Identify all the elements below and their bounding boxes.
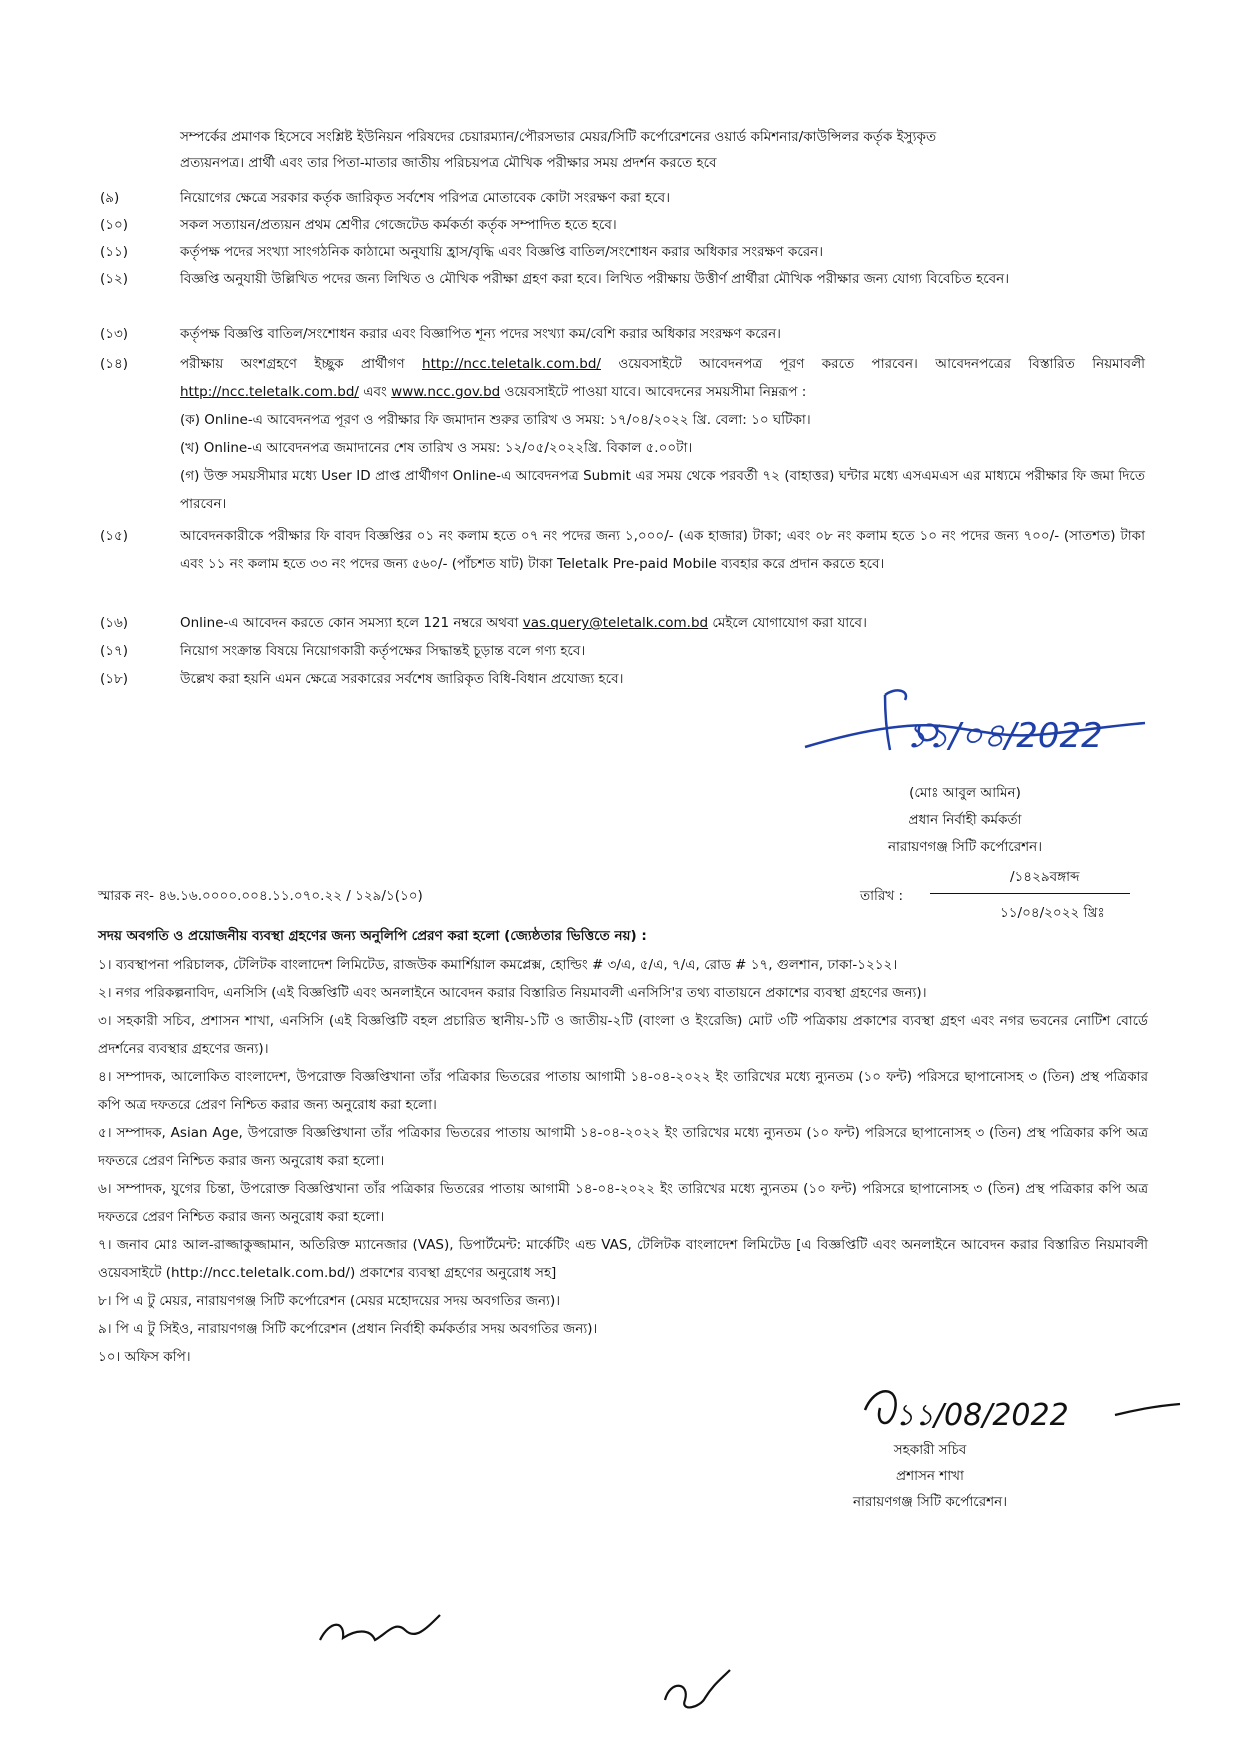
item14-text-c: এবং — [363, 384, 387, 400]
assistant-secretary-designation: সহকারী সচিব — [893, 1442, 967, 1458]
cc-list-item: ৭। জনাব মোঃ আল-রাজ্জাকুজ্জামান, অতিরিক্ত ম্যানেজার (VAS), ডিপার্টমেন্ট: মার্কেটিং এন্ড VAS, টেলিটক বাংলাদেশ লিমিটেড [এ বিজ্ঞপ্তিটি এবং অনলাইনে আবেদন করার বিস্তারিত নিয়মাবলী ওয়েবসাইটে (http://ncc.teletalk.com.bd/) প্রকাশের ব্যবস্থা গ্রহণের অনুরোধ সহ] — [98, 1237, 1148, 1281]
item16-text-a: Online-এ আবেদন করতে কোন সমস্যা হলে 121 নম্বরে অথবা — [180, 615, 519, 631]
item14-text-b: ওয়েবসাইটে আবেদনপত্র পূরণ করতে পারবেন। আবেদনপত্রের বিস্তারিত নিয়মাবলী — [618, 356, 1145, 372]
intro-line-1: সম্পর্কের প্রমাণক হিসেবে সংশ্লিষ্ট ইউনিয়ন পরিষদের চেয়ারম্যান/পৌরসভার মেয়র/সিটি কর্পোরেশনের ওয়ার্ড কমিশনার/কাউন্সিলর কর্তৃক ইস্যুকৃত — [180, 129, 937, 145]
item-number: (১২) — [100, 271, 129, 287]
list-item — [100, 211, 1145, 239]
item-text — [180, 350, 1145, 518]
item-number: (১৪) — [100, 356, 129, 372]
item14-sub-kha: (খ) Online-এ আবেদনপত্র জমাদানের শেষ তারিখ ও সময়: ১২/০৫/২০২২খ্রি. বিকাল ৫.০০টা। — [180, 440, 693, 456]
intro-line-2: প্রত্যয়নপত্র। প্রার্থী এবং তার পিতা-মাতার জাতীয় পরিচয়পত্র মৌখিক পরীক্ষার সময় প্রদর্শন করতে হবে — [180, 155, 717, 171]
list-item-support — [100, 609, 1145, 637]
teletalk-link-2[interactable]: http://ncc.teletalk.com.bd/ — [180, 384, 359, 400]
ceo-office: নারায়ণগঞ্জ সিটি কর্পোরেশন। — [887, 839, 1043, 855]
item14-sub-ka: (ক) Online-এ আবেদনপত্র পূরণ ও পরীক্ষার ফি জমাদান শুরুর তারিখ ও সময়: ১৭/০৪/২০২২ খ্রি. বেলা: ১০ ঘটিকা। — [180, 412, 811, 428]
cc-list-item: ২। নগর পরিকল্পনাবিদ, এনসিসি (এই বিজ্ঞপ্তিটি এবং অনলাইনে আবেদন করার বিস্তারিত নিয়মাবলী এনসিসি'র তথ্য বাতায়নে প্রকাশের ব্যবস্থা গ্রহণের জন্য)। — [98, 985, 927, 1001]
teletalk-link[interactable]: http://ncc.teletalk.com.bd/ — [422, 356, 601, 372]
item-number: (১০) — [100, 217, 129, 233]
item-number: (৯) — [100, 190, 120, 206]
item-text: কর্তৃপক্ষ পদের সংখ্যা সাংগঠনিক কাঠামো অনুযায়ি হ্রাস/বৃদ্ধি এবং বিজ্ঞপ্তি বাতিল/সংশোধন করার অধিকার সংরক্ষণ করেন। — [180, 244, 824, 260]
list-item — [100, 238, 1145, 266]
memo-reference: স্মারক নং- ৪৬.১৬.০০০০.০০৪.১১.০৭০.২২ / ১২৯/১(১০) — [98, 888, 423, 904]
item-text: আবেদনকারীকে পরীক্ষার ফি বাবদ বিজ্ঞপ্তির ০১ নং কলাম হতে ০৭ নং পদের জন্য ১,০০০/- (এক হাজার) টাকা; এবং ০৮ নং কলাম হতে ১০ নং পদের জন্য ৭০০/- (সাতশত) টাকা এবং ১১ নং কলাম হতে ৩৩ নং পদের জন্য ৫৬০/- (পাঁচশত ষাট) টাকা Teletalk Pre-paid Mobile ব্যবহার করে প্রদান করতে হবে। — [180, 528, 1145, 572]
item-text: সকল সত্যায়ন/প্রত্যয়ন প্রথম শ্রেণীর গেজেটেড কর্মকর্তা কর্তৃক সম্পাদিত হতে হবে। — [180, 217, 617, 233]
item14-sub-ga: (গ) উক্ত সময়সীমার মধ্যে User ID প্রাপ্ত প্রার্থীগণ Online-এ আবেদনপত্র Submit এর সময় থেকে পরবর্তী ৭২ (বাহাত্তর) ঘন্টার মধ্যে এসএমএস এর মাধ্যমে পরীক্ষার ফি জমা দিতে পারবেন। — [180, 468, 1145, 512]
cc-heading: সদয় অবগতি ও প্রয়োজনীয় ব্যবস্থা গ্রহণের জন্য অনুলিপি প্রেরণ করা হলো (জ্যেষ্ঠতার ভিত্তিতে নয়) : — [98, 928, 647, 944]
assistant-secretary-signature-date: ১১/08/2022 — [895, 1398, 1069, 1433]
item-text: নিয়োগ সংক্রান্ত বিষয়ে নিয়োগকারী কর্তৃপক্ষের সিদ্ধান্তই চূড়ান্ত বলে গণ্য হবে। — [180, 643, 586, 659]
ceo-signature-date: ১১/০৪/2022 — [905, 716, 1103, 756]
ceo-signature-block — [840, 780, 1090, 861]
item-number: (১১) — [100, 244, 129, 260]
support-email-link[interactable]: vas.query@teletalk.com.bd — [522, 615, 709, 631]
assistant-secretary-block — [800, 1437, 1060, 1515]
list-item — [100, 320, 1145, 348]
item-number: (১৮) — [100, 671, 129, 687]
list-item-online-application — [100, 350, 1145, 518]
assistant-secretary-branch: প্রশাসন শাখা — [896, 1468, 964, 1484]
cc-list-item: ৮। পি এ টু মেয়র, নারায়ণগঞ্জ সিটি কর্পোরেশন (মেয়র মহোদয়ের সদয় অবগতির জন্য)। — [98, 1293, 561, 1309]
item14-text-a: পরীক্ষায় অংশগ্রহণে ইচ্ছুক প্রার্থীগণ — [180, 356, 405, 372]
item-number: (১৫) — [100, 528, 129, 544]
list-item-fee — [100, 522, 1145, 578]
item-text: উল্লেখ করা হয়নি এমন ক্ষেত্রে সরকারের সর্বশেষ জারিকৃত বিধি-বিধান প্রযোজ্য হবে। — [180, 671, 624, 687]
cc-list-item: ৩। সহকারী সচিব, প্রশাসন শাখা, এনসিসি (এই বিজ্ঞপ্তিটি বহল প্রচারিত স্থানীয়-১টি ও জাতীয়-২টি (বাংলা ও ইংরেজি) মোট ৩টি পত্রিকায় প্রকাশের ব্যবস্থা গ্রহণ এবং নগর ভবনের নোটিশ বোর্ডে প্রদর্শনের ব্যবস্থার গ্রহণের জন্য)। — [98, 1013, 1148, 1057]
date-label: তারিখ : — [860, 888, 904, 904]
list-item — [100, 265, 1145, 293]
ceo-signature — [735, 665, 1175, 780]
cc-list-item: ৯। পি এ টু সিইও, নারায়ণগঞ্জ সিটি কর্পোরেশন (প্রধান নির্বাহী কর্মকর্তার সদয় অবগতির জন্য)। — [98, 1321, 598, 1337]
intro-text — [180, 124, 1145, 176]
cc-list-item: ১। ব্যবস্থাপনা পরিচালক, টেলিটক বাংলাদেশ লিমিটেড, রাজউক কমার্শিয়াল কমপ্লেক্স, হোল্ডিং # ৩/এ, ৫/এ, ৭/এ, রোড # ১৭, গুলশান, ঢাকা-১২১২। — [98, 957, 898, 973]
item-text — [180, 609, 1145, 637]
ceo-name: (মোঃ আবুল আমিন) — [909, 785, 1021, 801]
item-text: নিয়োগের ক্ষেত্রে সরকার কর্তৃক জারিকৃত সর্বশেষ পরিপত্র মোতাবেক কোটা সংরক্ষণ করা হবে। — [180, 190, 671, 206]
date-divider — [930, 893, 1130, 894]
list-item — [100, 637, 1145, 665]
ceo-designation: প্রধান নির্বাহী কর্মকর্তা — [908, 812, 1022, 828]
initials-mark-2 — [655, 1660, 745, 1720]
item-number: (১৩) — [100, 326, 129, 342]
initials-mark-1 — [315, 1600, 445, 1660]
date-bangla: /১৪২৯বঙ্গাব্দ — [1010, 869, 1080, 885]
item14-text-d: ওয়েবসাইটে পাওয়া যাবে। আবেদনের সময়সীমা নিম্নরূপ : — [504, 384, 807, 400]
ncc-website-link[interactable]: www.ncc.gov.bd — [391, 384, 501, 400]
list-item — [100, 184, 1145, 212]
item16-text-b: মেইলে যোগাযোগ করা যাবে। — [712, 615, 867, 631]
cc-list-item: ৪। সম্পাদক, আলোকিত বাংলাদেশ, উপরোক্ত বিজ্ঞপ্তিখানা তাঁর পত্রিকার ভিতরের পাতায় আগামী ১৪-০৪-২০২২ ইং তারিখের মধ্যে ন্যুনতম (১০ ফন্ট) পরিসরে ছাপানোসহ ৩ (তিন) প্রস্থ পত্রিকার কপি অত্র দফতরে প্রেরণ নিশ্চিত করার জন্য অনুরোধ করা হলো। — [98, 1069, 1148, 1113]
item-text: কর্তৃপক্ষ বিজ্ঞপ্তি বাতিল/সংশোধন করার এবং বিজ্ঞাপিত শূন্য পদের সংখ্যা কম/বেশি করার অধিকার সংরক্ষণ করেন। — [180, 326, 781, 342]
date-english: ১১/০৪/২০২২ খ্রিঃ — [1000, 905, 1105, 921]
cc-list-item: ৬। সম্পাদক, যুগের চিন্তা, উপরোক্ত বিজ্ঞপ্তিখানা তাঁর পত্রিকার ভিতরের পাতায় আগামী ১৪-০৪-২০২২ ইং তারিখের মধ্যে ন্যুনতম (১০ ফন্ট) পরিসরে ছাপানোসহ ৩ (তিন) প্রস্থ পত্রিকার কপি অত্র দফতরে প্রেরণ নিশ্চিত করার জন্য অনুরোধ করা হলো। — [98, 1181, 1148, 1225]
item-number: (১৭) — [100, 643, 129, 659]
assistant-secretary-office: নারায়ণগঞ্জ সিটি কর্পোরেশন। — [852, 1494, 1008, 1510]
cc-list-item: ৫। সম্পাদক, Asian Age, উপরোক্ত বিজ্ঞপ্তিখানা তাঁর পত্রিকার ভিতরের পাতায় আগামী ১৪-০৪-২০২২ ইং তারিখের মধ্যে ন্যুনতম (১০ ফন্ট) পরিসরে ছাপানোসহ ৩ (তিন) প্রস্থ পত্রিকার কপি অত্র দফতরে প্রেরণ নিশ্চিত করার জন্য অনুরোধ করা হলো। — [98, 1125, 1148, 1169]
item-text: বিজ্ঞপ্তি অনুযায়ী উল্লিখিত পদের জন্য লিখিত ও মৌখিক পরীক্ষা গ্রহণ করা হবে। লিখিত পরীক্ষায় উত্তীর্ণ প্রার্থীরা মৌখিক পরীক্ষার জন্য যোগ্য বিবেচিত হবেন। — [180, 271, 1010, 287]
cc-list-item: ১০। অফিস কপি। — [98, 1349, 191, 1365]
item-number: (১৬) — [100, 615, 129, 631]
